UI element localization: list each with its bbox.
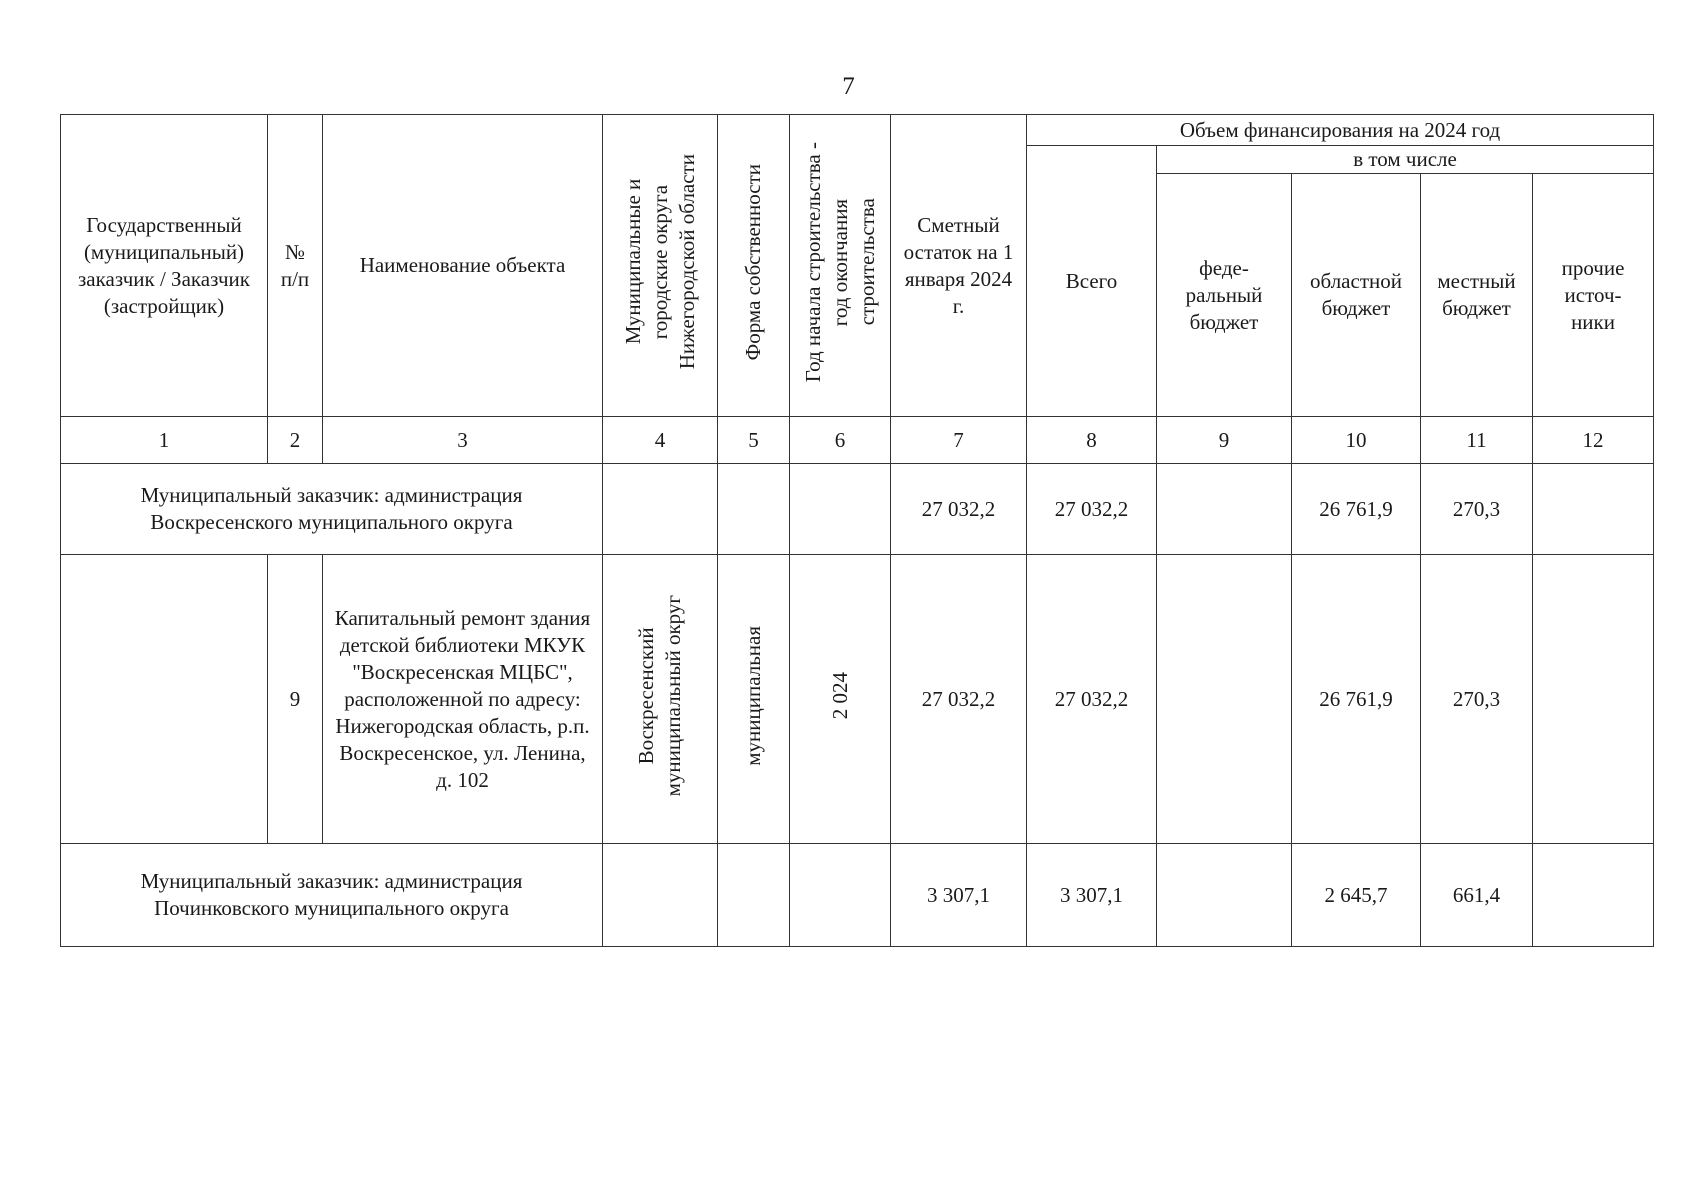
column-number: 9: [1157, 417, 1292, 464]
regional-cell: 2 645,7: [1292, 844, 1421, 947]
local-cell: 270,3: [1421, 555, 1533, 844]
object-years: [790, 555, 891, 844]
header-number-line2: п/п: [280, 266, 310, 291]
header-federal-budget: феде-ральный бюджет: [1157, 174, 1292, 417]
column-number: 2: [268, 417, 323, 464]
object-number: 9: [268, 555, 323, 844]
column-number: 8: [1027, 417, 1157, 464]
empty-cell: [603, 844, 718, 947]
header-number-line1: №: [284, 239, 306, 264]
financing-table: [60, 114, 1654, 947]
column-number: 11: [1421, 417, 1533, 464]
header-customer: Государственный (муниципальный) заказчик / Заказчик (застройщик): [61, 115, 268, 417]
column-number: 1: [61, 417, 268, 464]
header-total: Всего: [1027, 146, 1157, 417]
header-regional-budget: областной бюджет: [1292, 174, 1421, 417]
header-municipal-line2: городские округа: [647, 184, 672, 340]
column-number: 10: [1292, 417, 1421, 464]
total-cell: 27 032,2: [1027, 464, 1157, 555]
header-ownership: [718, 115, 790, 417]
header-years-line3: строительства: [854, 198, 879, 326]
table-row: [61, 555, 1654, 844]
empty-cell: [603, 464, 718, 555]
header-other-sources: прочие источ-ники: [1533, 174, 1654, 417]
estimated-balance-cell: 27 032,2: [891, 464, 1027, 555]
column-number: 12: [1533, 417, 1654, 464]
column-number: 5: [718, 417, 790, 464]
object-years-value: 2 024: [827, 671, 852, 720]
header-row: [61, 115, 1654, 146]
local-cell: 270,3: [1421, 464, 1533, 555]
header-including: в том числе: [1157, 146, 1654, 174]
federal-cell: [1157, 555, 1292, 844]
object-municipal-district: [603, 555, 718, 844]
estimated-balance-cell: 3 307,1: [891, 844, 1027, 947]
federal-cell: [1157, 844, 1292, 947]
other-cell: [1533, 555, 1654, 844]
header-municipal-districts: [603, 115, 718, 417]
column-number: 3: [323, 417, 603, 464]
empty-cell: [790, 844, 891, 947]
object-municipal-line2: муниципальный округ: [661, 594, 685, 797]
local-cell: 661,4: [1421, 844, 1533, 947]
empty-cell: [718, 844, 790, 947]
header-municipal-line3: Нижегородской области: [674, 154, 699, 370]
column-number: 6: [790, 417, 891, 464]
column-number: 7: [891, 417, 1027, 464]
header-years-line1: Год начала строительства -: [800, 141, 825, 383]
header-municipal-line1: Муниципальные и: [620, 179, 645, 345]
group-customer: Муниципальный заказчик: администрация Починковского муниципального округа: [61, 844, 603, 947]
regional-cell: 26 761,9: [1292, 555, 1421, 844]
object-ownership-value: муниципальная: [741, 625, 765, 766]
estimated-balance-cell: 27 032,2: [891, 555, 1027, 844]
federal-cell: [1157, 464, 1292, 555]
regional-cell: 26 761,9: [1292, 464, 1421, 555]
object-name: Капитальный ремонт здания детской библиотеки МКУК "Воскресенская МЦБС", расположенной по адресу: Нижегородская область, р.п. Воскресенское, ул. Ленина, д. 102: [323, 555, 603, 844]
empty-cell: [718, 464, 790, 555]
header-construction-years: [790, 115, 891, 417]
header-ownership-label: Форма собственности: [741, 163, 765, 361]
other-cell: [1533, 844, 1654, 947]
table-row: [61, 844, 1654, 947]
header-financing: Объем финансирования на 2024 год: [1027, 115, 1654, 146]
empty-cell: [790, 464, 891, 555]
empty-cell: [61, 555, 268, 844]
other-cell: [1533, 464, 1654, 555]
total-cell: 3 307,1: [1027, 844, 1157, 947]
header-object-name: Наименование объекта: [323, 115, 603, 417]
object-municipal-line1: Воскресенский: [634, 626, 658, 765]
page-number: 7: [842, 73, 855, 100]
group-customer: Муниципальный заказчик: администрация Воскресенского муниципального округа: [61, 464, 603, 555]
header-estimated-balance: Сметный остаток на 1 января 2024 г.: [891, 115, 1027, 417]
column-number: 4: [603, 417, 718, 464]
table-row: [61, 464, 1654, 555]
header-number: [268, 115, 323, 417]
header-years-line2: год окончания: [827, 198, 852, 326]
total-cell: 27 032,2: [1027, 555, 1157, 844]
column-numbers-row: [61, 417, 1654, 464]
object-ownership: [718, 555, 790, 844]
header-local-budget: местный бюджет: [1421, 174, 1533, 417]
